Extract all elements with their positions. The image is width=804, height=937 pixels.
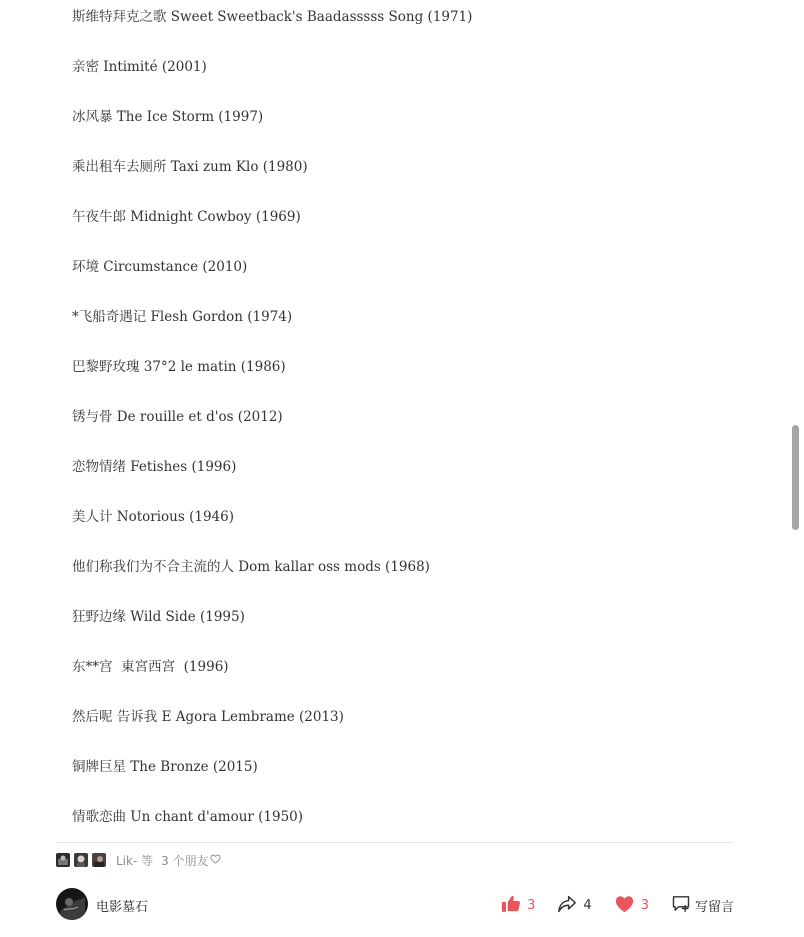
article-footer [56,888,734,922]
liker-avatar-3[interactable] [92,853,106,867]
share-count: 4 [583,898,592,913]
film-list-item: 乘出租车去厕所 Taxi zum Klo (1980) [72,159,308,175]
film-list-item: 狂野边缘 Wild Side (1995) [72,609,245,625]
write-comment-button[interactable] [671,894,734,917]
liker-friends-label: 3 个朋友 [161,853,209,868]
film-list [72,0,732,850]
favorite-button[interactable] [614,895,649,917]
action-bar [479,894,734,917]
comment-icon [671,894,691,917]
film-list-item: 恋物情绪 Fetishes (1996) [72,459,237,475]
film-list-item: 他们称我们为不合主流的人 Dom kallar oss mods (1968) [72,559,430,575]
film-list-item: 亲密 Intimité (2001) [72,59,207,75]
like-count: 3 [527,898,536,913]
film-list-item: 斯维特拜克之歌 Sweet Sweetback's Baadasssss Song (1971) [72,9,473,25]
liker-friends[interactable] [161,852,220,869]
liker-avatar-1[interactable] [56,853,70,867]
likers-bar[interactable] [56,852,221,868]
film-list-item: 东**宫 東宮西宮 (1996) [72,659,229,675]
film-list-item: 美人计 Notorious (1946) [72,509,234,525]
favorite-count: 3 [640,898,649,913]
film-list-item: 锈与骨 De rouille et d'os (2012) [72,409,283,425]
small-heart-icon [210,853,221,867]
film-list-item: 环境 Circumstance (2010) [72,259,248,275]
author-name[interactable]: 电影墓石 [96,900,149,915]
liker-avatar-2[interactable] [74,853,88,867]
film-list-item: 巴黎野玫瑰 37°2 le matin (1986) [72,359,286,375]
scrollbar-thumb[interactable] [792,425,799,530]
share-arrow-icon [557,895,577,917]
film-list-item: 情歌恋曲 Un chant d'amour (1950) [72,809,304,825]
write-comment-label: 写留言 [694,900,734,915]
heart-icon [614,895,635,917]
film-list-item: 然后呢 告诉我 E Agora Lembrame (2013) [72,709,344,725]
author-avatar[interactable] [56,888,88,920]
film-list-item: 铜牌巨星 The Bronze (2015) [72,759,258,775]
film-list-item: 冰风暴 The Ice Storm (1997) [72,109,264,125]
thumbs-up-icon [501,894,521,917]
film-list-item: *飞船奇遇记 Flesh Gordon (1974) [72,309,293,325]
like-button[interactable] [501,894,535,917]
share-button[interactable] [557,895,591,917]
footer-divider [56,842,734,843]
liker-names[interactable]: Lik- 等 [116,853,154,868]
film-list-item: 午夜牛郎 Midnight Cowboy (1969) [72,209,301,225]
